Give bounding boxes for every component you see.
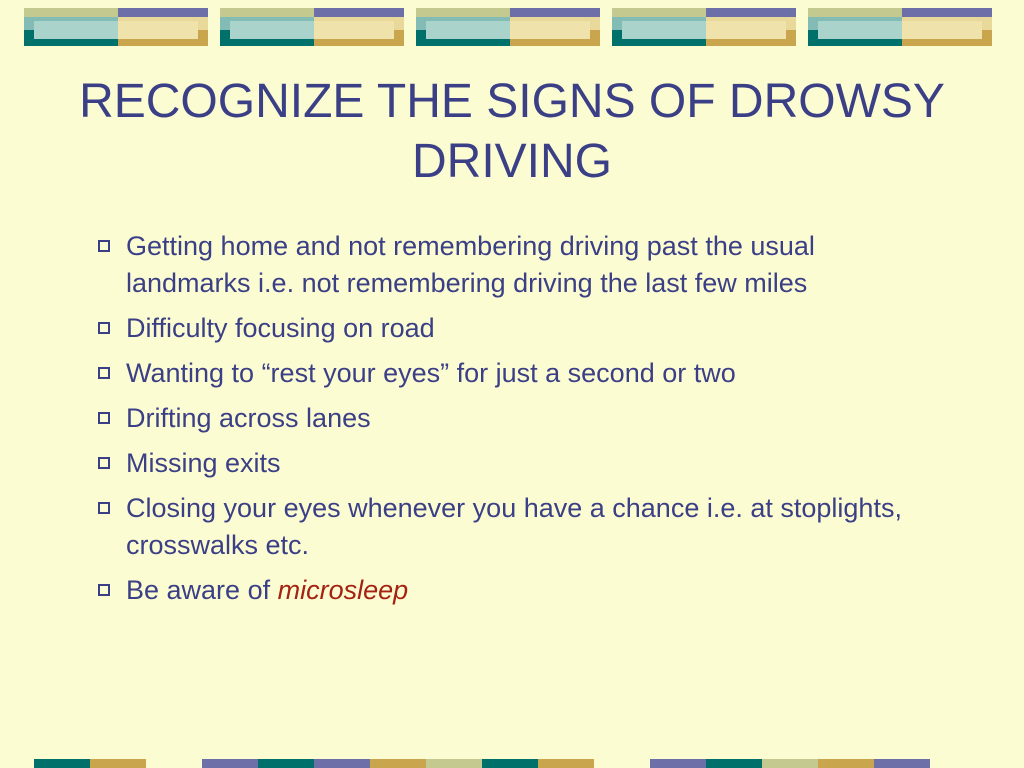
list-item bbox=[96, 445, 946, 482]
square-bullet-icon bbox=[98, 457, 110, 469]
bullet-text-prefix: Be aware of bbox=[126, 575, 278, 605]
list-item bbox=[96, 310, 946, 347]
bullet-text: Getting home and not remembering driving past the usual landmarks i.e. not remembering driving the last few miles bbox=[126, 231, 815, 298]
list-item bbox=[96, 572, 946, 609]
border-tile bbox=[220, 8, 404, 46]
bottom-decorative-border bbox=[34, 759, 930, 768]
square-bullet-icon bbox=[98, 412, 110, 424]
border-tile bbox=[24, 8, 208, 46]
microsleep-emphasis: microsleep bbox=[277, 575, 409, 605]
square-bullet-icon bbox=[98, 367, 110, 379]
square-bullet-icon bbox=[98, 584, 110, 596]
bullet-text: Wanting to “rest your eyes” for just a second or two bbox=[126, 358, 736, 388]
square-bullet-icon bbox=[98, 240, 110, 252]
top-decorative-border bbox=[24, 8, 992, 46]
list-item bbox=[96, 490, 946, 564]
square-bullet-icon bbox=[98, 502, 110, 514]
bullet-list bbox=[96, 228, 946, 617]
list-item bbox=[96, 228, 946, 302]
list-item bbox=[96, 400, 946, 437]
square-bullet-icon bbox=[98, 322, 110, 334]
bullet-text: Difficulty focusing on road bbox=[126, 313, 435, 343]
border-tile bbox=[416, 8, 600, 46]
border-tile bbox=[612, 8, 796, 46]
border-tile bbox=[808, 8, 992, 46]
bullet-text: Drifting across lanes bbox=[126, 403, 371, 433]
slide-title: RECOGNIZE THE SIGNS OF DROWSY DRIVING bbox=[79, 75, 945, 188]
bullet-text: Missing exits bbox=[126, 448, 281, 478]
list-item bbox=[96, 355, 946, 392]
bullet-text: Closing your eyes whenever you have a chance i.e. at stoplights, crosswalks etc. bbox=[126, 493, 902, 560]
